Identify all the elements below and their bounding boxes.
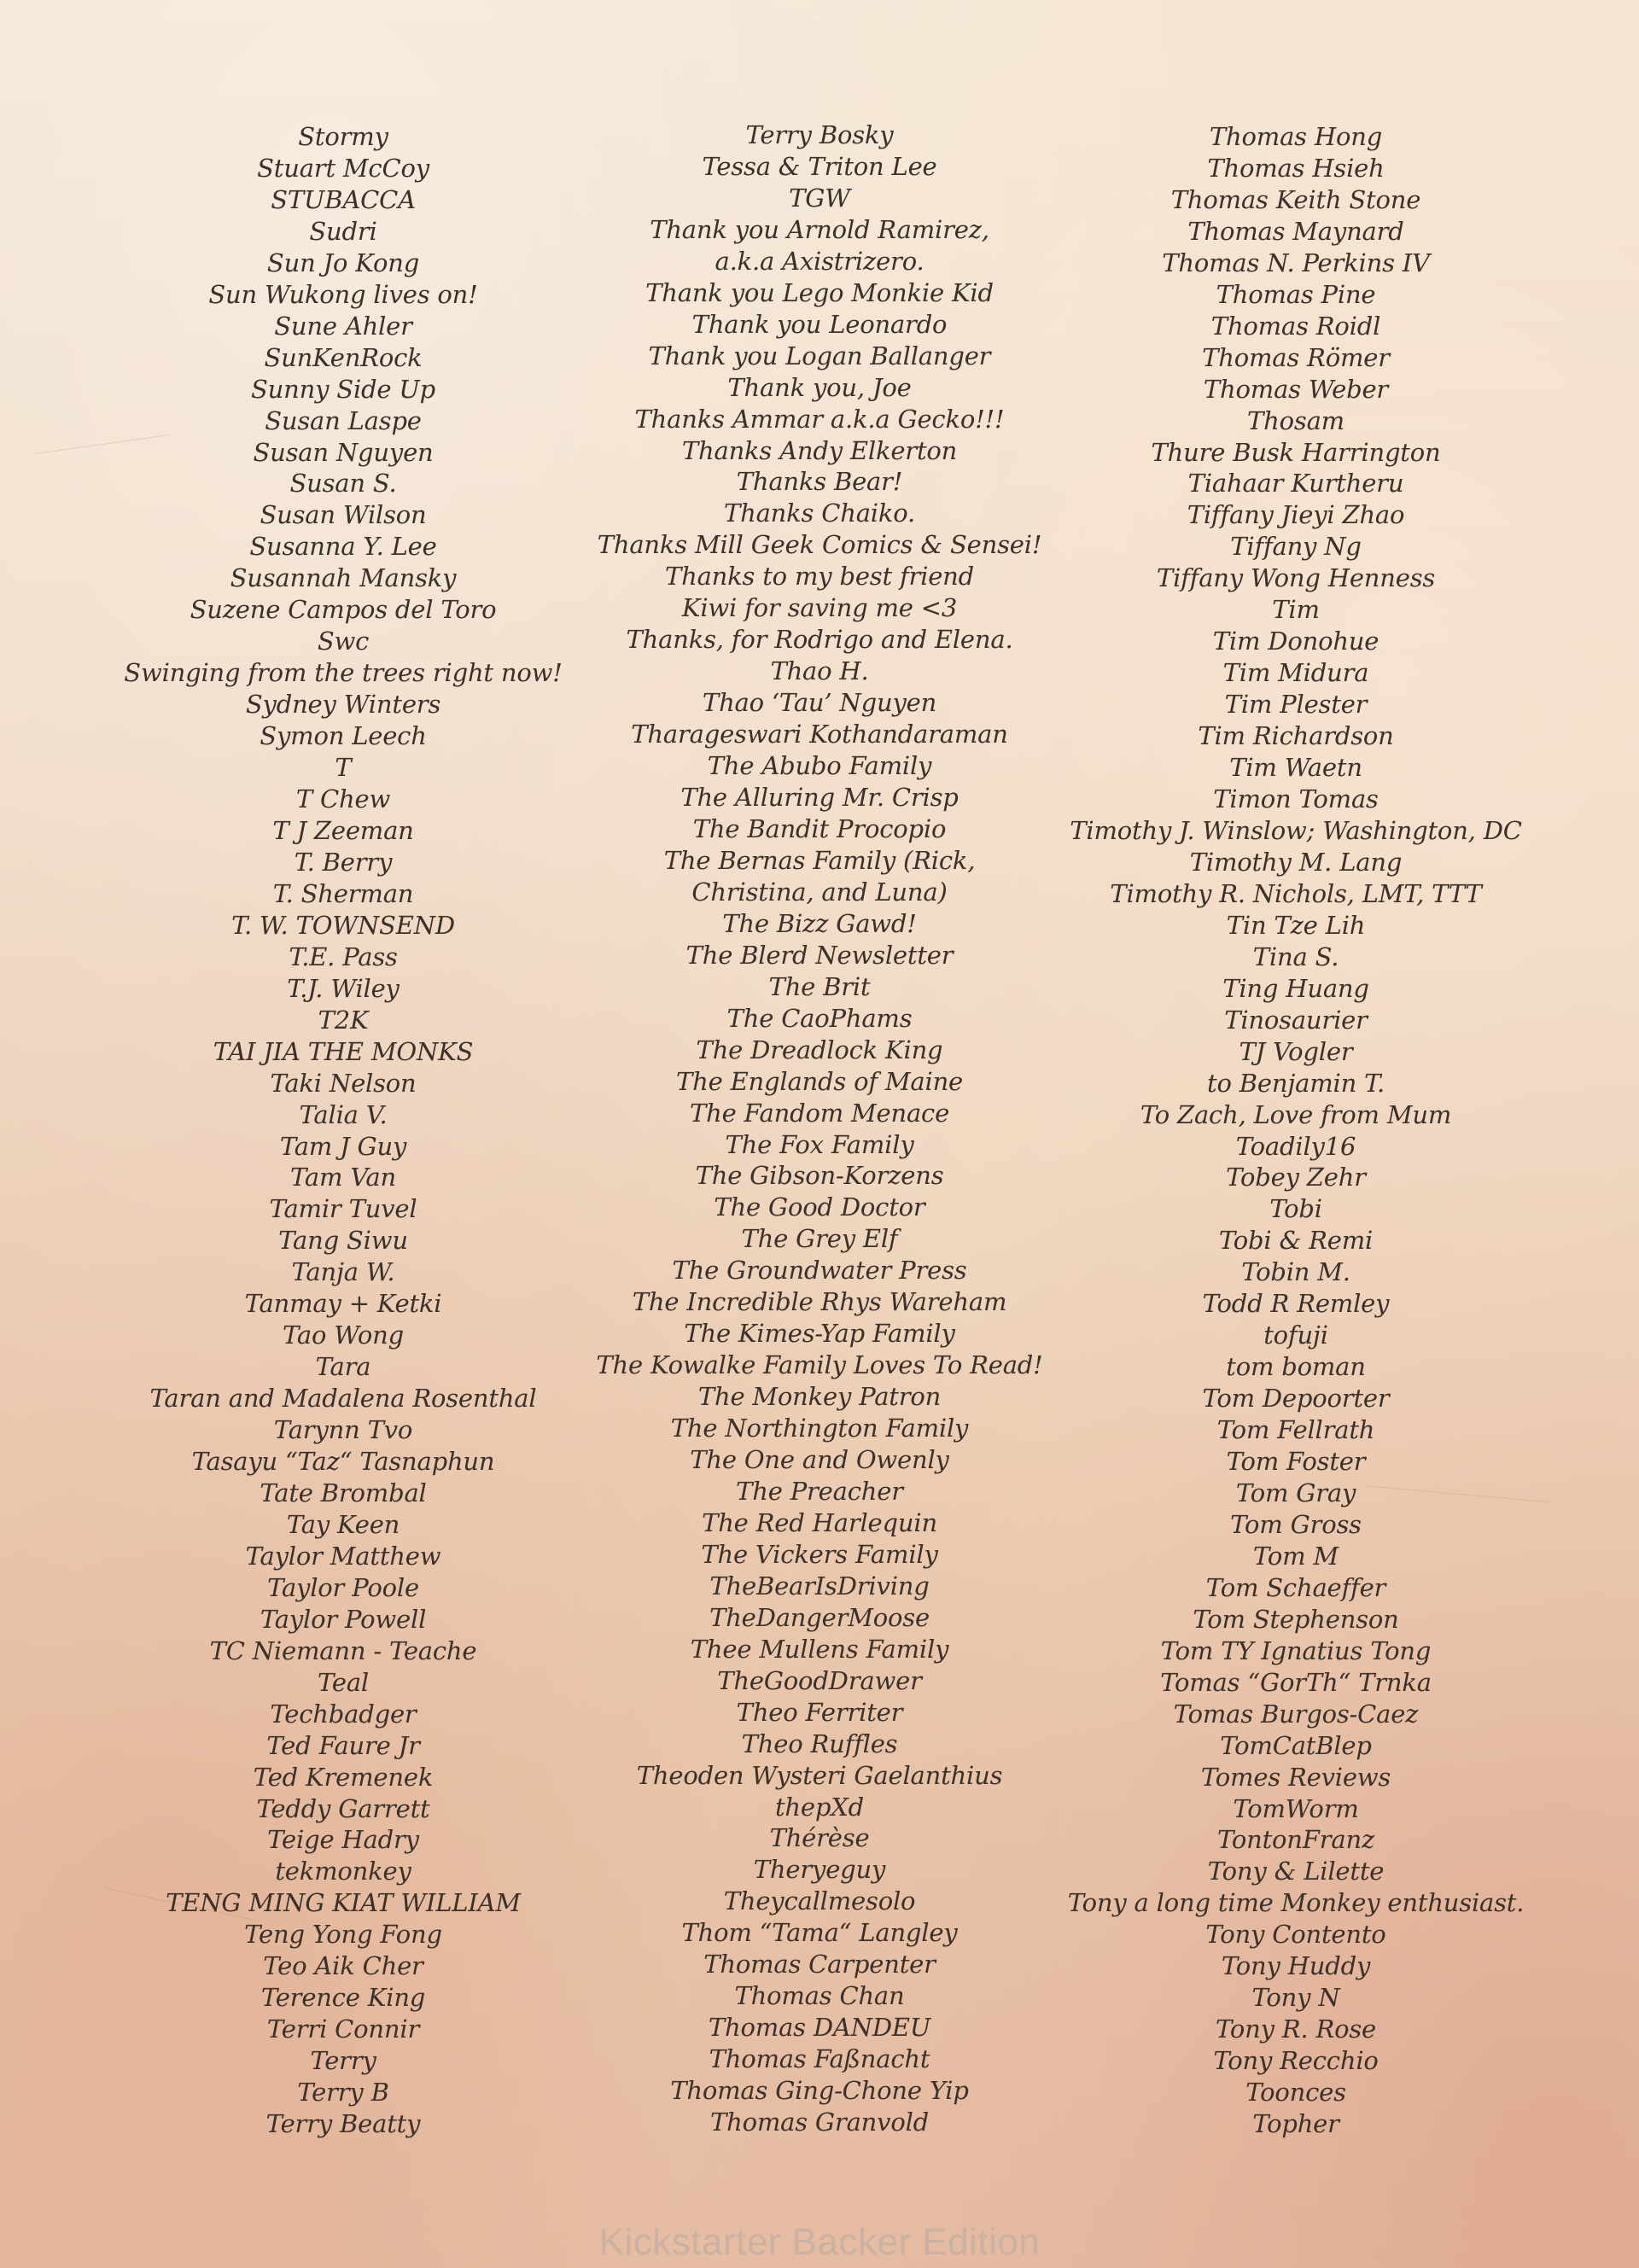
backer-column-3	[1040, 121, 1552, 2140]
backer-name: Tang Siwu	[278, 1226, 408, 1256]
backer-name: tom boman	[1226, 1352, 1366, 1382]
backer-name: T J Zeeman	[272, 815, 414, 845]
backer-name: Thanks Mill Geek Comics & Sensei!	[597, 530, 1042, 560]
backer-name: Thao ‘Tau’ Nguyen	[702, 688, 937, 718]
backer-name: T.E. Pass	[289, 942, 398, 971]
backer-name: Thanks Chaiko.	[723, 498, 916, 528]
backer-name: Thank you Lego Monkie Kid	[645, 277, 994, 307]
edition-footer: Kickstarter Backer Edition	[598, 2221, 1041, 2263]
backer-name: Thom “Tama“ Langley	[681, 1918, 958, 1948]
backer-name: The Bandit Procopio	[692, 813, 947, 843]
backer-name: TomWorm	[1233, 1793, 1359, 1823]
backer-name: Christina, and Luna)	[691, 877, 948, 907]
backer-name: Kiwi for saving me <3	[681, 593, 958, 623]
backer-name: The Fox Family	[725, 1129, 914, 1159]
backer-name: Tom Foster	[1226, 1447, 1366, 1477]
backer-name: The Gibson-Korzens	[695, 1161, 944, 1191]
backer-name: Tinosaurier	[1224, 1005, 1368, 1035]
backer-name: Sun Jo Kong	[266, 248, 420, 277]
backer-name: Talia V.	[299, 1099, 388, 1129]
backer-name: The Abubo Family	[707, 751, 932, 781]
backer-name: TontonFranz	[1216, 1825, 1375, 1855]
backer-name: The Incredible Rhys Wareham	[632, 1287, 1007, 1317]
backer-name: Tarynn Tvo	[273, 1415, 413, 1445]
backer-name: Ting Huang	[1222, 973, 1369, 1003]
backer-name: Sudri	[309, 216, 377, 246]
backer-name: The Preacher	[736, 1476, 903, 1506]
backer-name: Timon Tomas	[1213, 784, 1379, 814]
backer-name: Tom Gross	[1230, 1509, 1362, 1539]
backer-name: Taylor Powell	[260, 1604, 427, 1634]
backer-column-2	[563, 120, 1076, 2138]
backer-name: Thomas Römer	[1202, 342, 1390, 372]
backer-name: Thomas Granvold	[709, 2108, 930, 2137]
backer-name: T Chew	[295, 784, 391, 814]
backer-name: Thomas Chan	[734, 1981, 905, 2011]
backer-name: Tim Waetn	[1229, 753, 1362, 783]
backer-name: Tina S.	[1252, 942, 1339, 971]
backer-name: Tony & Lilette	[1207, 1857, 1385, 1886]
backer-name: The Blerd Newsletter	[685, 940, 954, 970]
backer-name: Thomas Ging-Chone Yip	[670, 2076, 969, 2106]
backer-name: Tiahaar Kurtheru	[1187, 469, 1404, 498]
backer-name: Thomas N. Perkins IV	[1162, 248, 1430, 277]
backer-name: The Grey Elf	[741, 1224, 898, 1254]
backer-name: T	[335, 753, 352, 783]
backer-name: The Red Harlequin	[702, 1507, 937, 1537]
backer-name: Tony Contento	[1205, 1920, 1386, 1950]
backer-name: Tara	[315, 1352, 371, 1382]
backer-name: SunKenRock	[264, 342, 423, 372]
backer-name: The Fandom Menace	[689, 1098, 950, 1128]
backer-name: Susan S.	[289, 469, 397, 498]
backer-name: Thanks, for Rodrigo and Elena.	[626, 625, 1013, 655]
backer-name: Thao H.	[770, 656, 869, 686]
backer-name: Tony Huddy	[1221, 1951, 1371, 1981]
backer-name: Thomas Roidl	[1210, 311, 1381, 341]
backer-name: Tim Richardson	[1198, 721, 1394, 751]
backer-name: The Englands of Maine	[675, 1066, 964, 1096]
backer-name: T. Sherman	[272, 878, 414, 908]
backer-name: Tony Recchio	[1213, 2046, 1379, 2076]
backer-name: T2K	[318, 1005, 369, 1035]
backer-name: Thank you Arnold Ramirez,	[650, 214, 989, 244]
backer-name: Susan Wilson	[260, 500, 427, 530]
backer-name: Thomas Weber	[1203, 374, 1389, 404]
backer-name: Teige Hadry	[267, 1825, 419, 1855]
backer-name: Thanks to my best friend	[664, 562, 975, 592]
backer-name: Terry Beatty	[265, 2109, 421, 2139]
backer-name: Tobi & Remi	[1218, 1226, 1374, 1256]
backer-name: Susanna Y. Lee	[249, 532, 437, 562]
backer-name: Theoden Wysteri Gaelanthius	[636, 1760, 1003, 1790]
backer-name: Tom Gray	[1235, 1478, 1356, 1507]
backer-name: Tam J Guy	[279, 1131, 407, 1161]
backer-name: Tobin M.	[1241, 1257, 1350, 1287]
backer-name: Taylor Poole	[267, 1572, 419, 1602]
backer-name: Sydney Winters	[245, 690, 441, 720]
backer-name: Tom TY Ignatius Tong	[1160, 1635, 1432, 1665]
backer-name: tofuji	[1263, 1321, 1328, 1350]
backer-name: STUBACCA	[271, 184, 416, 214]
backer-name: Teng Yong Fong	[244, 1920, 442, 1950]
backer-name: Theycallmesolo	[723, 1886, 916, 1916]
backer-name: Tim Plester	[1224, 690, 1368, 720]
backer-name: tekmonkey	[275, 1857, 411, 1886]
backer-name: T. Berry	[294, 847, 393, 877]
backer-name: Taran and Madalena Rosenthal	[149, 1384, 537, 1414]
backer-name: Thosam	[1247, 405, 1344, 435]
backer-name: Tessa & Triton Lee	[702, 151, 937, 181]
backer-name: Tim Donohue	[1212, 627, 1379, 656]
backer-name: Thee Mullens Family	[690, 1634, 949, 1664]
backer-name: Thanks Ammar a.k.a Gecko!!!	[634, 404, 1005, 434]
backer-name: Toadily16	[1235, 1131, 1356, 1161]
backer-name: Tim Midura	[1222, 658, 1369, 688]
backer-name: Tom Schaeffer	[1205, 1572, 1386, 1602]
backer-name: Theo Ruffles	[741, 1729, 898, 1758]
backer-name: Thomas Faßnacht	[709, 2044, 930, 2074]
backer-name: Tom M	[1253, 1541, 1339, 1571]
backer-name: TheBearIsDriving	[709, 1571, 930, 1600]
backer-name: Topher	[1252, 2109, 1339, 2139]
backer-name: to Benjamin T.	[1207, 1068, 1385, 1098]
backer-name: Sune Ahler	[274, 311, 412, 341]
backer-name: Tanmay + Ketki	[244, 1289, 442, 1319]
backer-name: Thomas Keith Stone	[1170, 184, 1421, 214]
backer-name: Taki Nelson	[270, 1068, 417, 1098]
backer-name: Susannah Mansky	[230, 563, 457, 593]
backer-name: TC Niemann - Teache	[209, 1635, 477, 1665]
backer-name: Thanks Bear!	[736, 467, 903, 497]
backer-name: The Brit	[768, 971, 871, 1001]
backer-name: Thomas Pine	[1216, 279, 1376, 309]
backer-name: Terry B	[297, 2078, 389, 2108]
backer-name: Tony R. Rose	[1215, 2014, 1377, 2044]
backer-name: Timothy M. Lang	[1189, 847, 1403, 877]
backer-name: Symon Leech	[260, 721, 427, 751]
backer-name: Thank you, Joe	[727, 372, 912, 402]
backer-name: Todd R Remley	[1202, 1289, 1390, 1319]
backer-name: Susan Nguyen	[253, 437, 434, 467]
backer-name: The Bernas Family (Rick,	[663, 845, 976, 875]
backer-name: Tao Wong	[283, 1321, 404, 1350]
backer-name: Techbadger	[270, 1699, 417, 1729]
backer-name: thepXd	[774, 1792, 865, 1822]
backer-name: TomCatBlep	[1220, 1730, 1372, 1760]
backer-name: Swinging from the trees right now!	[124, 658, 563, 688]
backer-name: Tobi	[1269, 1194, 1322, 1224]
backer-name: Teo Aik Cher	[263, 1951, 423, 1981]
backer-name: T.J. Wiley	[287, 973, 400, 1003]
backer-name: Stormy	[298, 122, 388, 151]
backer-name: Teal	[317, 1667, 370, 1697]
backer-name: Thank you Logan Ballanger	[648, 341, 991, 370]
backer-name: a.k.a Axistrizero.	[715, 246, 924, 276]
backer-name: The Bizz Gawd!	[722, 908, 917, 938]
backer-name: TAI JIA THE MONKS	[213, 1036, 474, 1066]
backer-name: Tharageswari Kothandaraman	[631, 720, 1008, 749]
backer-name: Thure Busk Harrington	[1151, 437, 1441, 467]
backer-name: Swc	[317, 627, 370, 656]
backer-name: Suzene Campos del Toro	[190, 595, 497, 625]
backer-name: TheGoodDrawer	[717, 1665, 922, 1695]
backer-name: The Dreadlock King	[696, 1035, 943, 1064]
backer-name: Tam Van	[290, 1163, 396, 1192]
backer-name: Thank you Leonardo	[691, 309, 948, 339]
backer-name: The Alluring Mr. Crisp	[680, 783, 959, 813]
backer-name: Stuart McCoy	[257, 153, 429, 183]
backer-name: The Kimes-Yap Family	[684, 1319, 955, 1349]
backer-name: Theryeguy	[753, 1855, 886, 1885]
backer-name: Terry Bosky	[745, 120, 894, 149]
backer-name: Tasayu “Taz“ Tasnaphun	[191, 1447, 495, 1477]
backer-name: Tony N	[1251, 1983, 1340, 2013]
backer-name: Thomas Hsieh	[1207, 153, 1385, 183]
backer-name: Thomas Carpenter	[703, 1950, 936, 1979]
backer-name: Tim	[1272, 595, 1320, 625]
backer-name: TheDangerMoose	[709, 1602, 930, 1632]
backer-name: The Good Doctor	[714, 1192, 925, 1222]
backer-name: TENG MING KIAT WILLIAM	[166, 1888, 521, 1918]
backer-name: Tom Fellrath	[1216, 1415, 1375, 1445]
backer-name: The Vickers Family	[701, 1539, 938, 1569]
backer-name: Tony a long time Monkey enthusiast.	[1067, 1888, 1525, 1918]
backer-name: Tamir Tuvel	[269, 1194, 417, 1224]
backer-name: Tobey Zehr	[1226, 1163, 1366, 1192]
backer-name: Thomas Hong	[1209, 122, 1383, 151]
backer-name: Sunny Side Up	[251, 374, 435, 404]
backer-name: Thomas Maynard	[1187, 216, 1404, 246]
backer-name: Terence King	[260, 1983, 426, 2013]
backer-name: Tay Keen	[286, 1509, 400, 1539]
backer-name: Timothy J. Winslow; Washington, DC	[1070, 815, 1522, 845]
backer-name: The Monkey Patron	[697, 1382, 942, 1412]
backer-name: Timothy R. Nichols, LMT, TTT	[1110, 878, 1482, 908]
backer-name: Tiffany Jieyi Zhao	[1187, 500, 1405, 530]
backer-name: T. W. TOWNSEND	[231, 910, 455, 940]
backer-name: Taylor Matthew	[245, 1541, 441, 1571]
backer-name: Tin Tze Lih	[1226, 910, 1366, 940]
backer-name: Tiffany Ng	[1230, 532, 1362, 562]
backer-name: The Kowalke Family Loves To Read!	[596, 1350, 1043, 1380]
backer-name: Ted Faure Jr	[266, 1730, 420, 1760]
backer-name: The Northington Family	[670, 1414, 969, 1443]
backer-column-1	[87, 121, 599, 2140]
backer-name: Tiffany Wong Henness	[1156, 563, 1436, 593]
backer-name: Tomas Burgos-Caez	[1173, 1699, 1419, 1729]
backer-name: TGW	[789, 183, 850, 213]
backer-name: To Zach, Love from Mum	[1140, 1099, 1452, 1129]
backer-name: Thérèse	[769, 1823, 870, 1853]
backer-name: The One and Owenly	[690, 1445, 949, 1475]
backer-name: Toonces	[1245, 2078, 1346, 2108]
backer-name: Ted Kremenek	[253, 1762, 434, 1792]
backer-name: Tom Depoorter	[1202, 1384, 1390, 1414]
backer-name: Tomas “GorTh“ Trnka	[1160, 1667, 1432, 1697]
backer-name: TJ Vogler	[1239, 1036, 1353, 1066]
backer-name: Thomas DANDEU	[708, 2013, 931, 2043]
backer-name: The CaoPhams	[726, 1003, 913, 1033]
backer-name: Tomes Reviews	[1200, 1762, 1391, 1792]
backer-name: Theo Ferriter	[736, 1697, 903, 1727]
backer-name: The Groundwater Press	[672, 1256, 967, 1286]
backer-name: Tom Stephenson	[1193, 1604, 1399, 1634]
backer-name: Tate Brombal	[260, 1478, 427, 1507]
backer-name: Thanks Andy Elkerton	[681, 435, 958, 465]
backer-name: Susan Laspe	[265, 405, 422, 435]
backer-name: Teddy Garrett	[256, 1793, 430, 1823]
backer-name: Tanja W.	[291, 1257, 395, 1287]
backer-name: Terri Connir	[266, 2014, 420, 2044]
backer-name: Sun Wukong lives on!	[208, 279, 478, 309]
backer-name: Terry	[310, 2046, 376, 2076]
